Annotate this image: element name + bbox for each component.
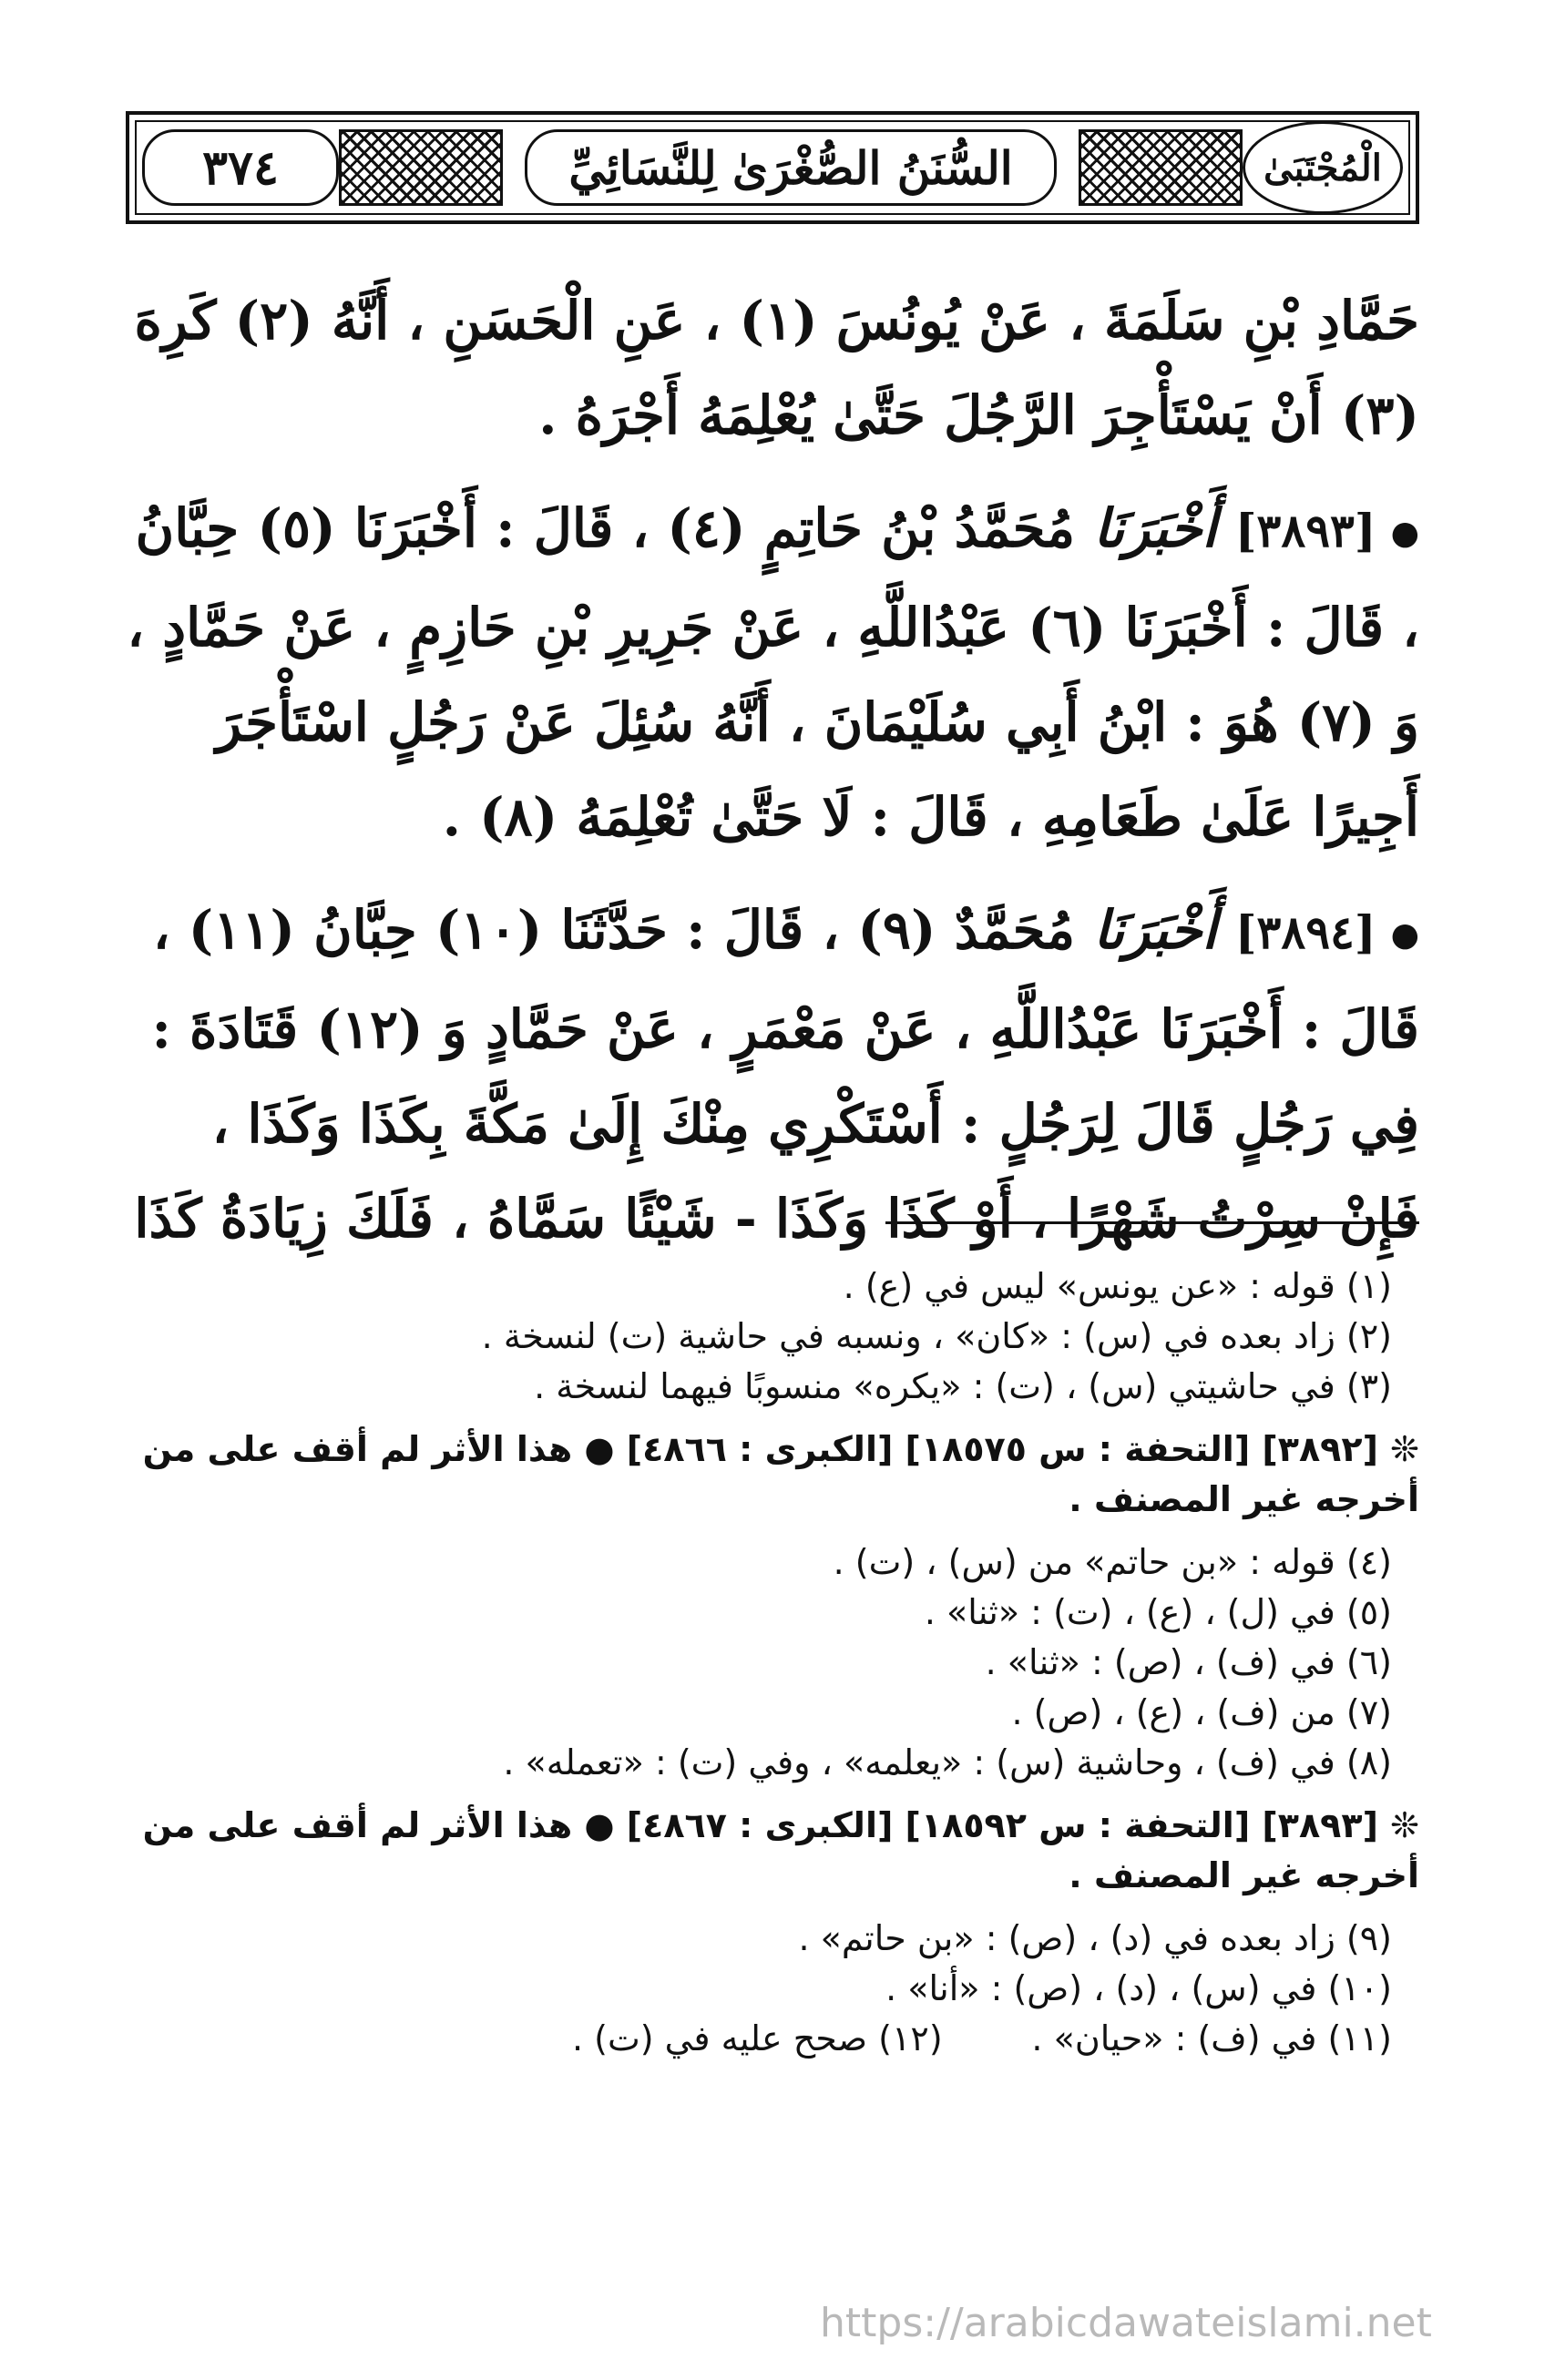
paragraph-continuation: حَمَّادِ بْنِ سَلَمَةَ ، عَنْ يُونُسَ (١) ، عَنِ الْحَسَنِ ، أَنَّهُ (٢) كَرِهَ (٣) أَنْ يَسْتَأْجِرَ الرَّجُلَ حَتَّىٰ يُعْلِمَهُ أَجْرَهُ . (134, 290, 1419, 446)
hadith-lead: أَخْبَرَنَا (1093, 497, 1217, 559)
ornament-left (1079, 129, 1243, 206)
hadith-text: مُحَمَّدُ بْنُ حَاتِمٍ (٤) ، قَالَ : أَخْبَرَنَا (٥) حِبَّانُ ، قَالَ : أَخْبَرَنَا (٦) عَبْدُاللَّهِ ، عَنْ جَرِيرِ بْنِ حَازِمٍ ، عَنْ حَمَّادٍ ، وَ (٧) هُوَ : ابْنُ أَبِي سُلَيْمَانَ ، أَنَّهُ سُئِلَ عَنْ رَجُلٍ اسْتَأْجَرَ أَجِيرًا عَلَىٰ طَعَامِهِ ، قَالَ : لَا حَتَّىٰ تُعْلِمَهُ (٨) . (127, 497, 1419, 848)
footnote-6: (٦) في (ف) ، (ص) : «ثنا» . (985, 1642, 1392, 1682)
footnote-3: (٣) في حاشيتي (س) ، (ت) : «يكره» منسوبًا فيهما لنسخة . (534, 1366, 1392, 1406)
footnote-4: (٤) قوله : «بن حاتم» من (س) ، (ت) . (833, 1542, 1392, 1582)
page-header (126, 111, 1419, 224)
hadith-lead: أَخْبَرَنَا (1093, 899, 1217, 961)
source-note-3893: ❊ [٣٨٩٣] [التحفة : س ١٨٥٩٢] [الكبرى : ٤٨٦٧] ● هذا الأثر لم أقف على من أخرجه غير المصنف . (142, 1805, 1419, 1895)
hadith-number: [٣٨٩٤] (1234, 905, 1376, 959)
hadith-text: مُحَمَّدٌ (٩) ، قَالَ : حَدَّثَنَا (١٠) حِبَّانُ (١١) ، قَالَ : أَخْبَرَنَا عَبْدُاللَّهِ ، عَنْ مَعْمَرٍ ، عَنْ حَمَّادٍ وَ (١٢) قَتَادَةَ : فِي رَجُلٍ قَالَ لِرَجُلٍ : أَسْتَكْرِي مِنْكَ إِلَىٰ مَكَّةَ بِكَذَا وَكَذَا ، فَإِنْ سِرْتُ شَهْرًا ، أَوْ كَذَا وَكَذَا - شَيْئًا سَمَّاهُ ، فَلَكَ زِيَادَةُ كَذَا (134, 899, 1419, 1250)
hadith-3893 (126, 481, 1419, 864)
footnote-divider (885, 1221, 1419, 1224)
footnote-5: (٥) في (ل) ، (ع) ، (ت) : «ثنا» . (924, 1592, 1392, 1632)
watermark-url: https://arabicdawateislami.net (820, 2300, 1432, 2346)
page-number: ٣٧٤ (142, 129, 339, 206)
footnote-9: (٩) زاد بعده في (د) ، (ص) : «بن حاتم» . (798, 1918, 1392, 1958)
footnote-10: (١٠) في (س) ، (د) ، (ص) : «أنا» . (885, 1968, 1392, 2008)
footnote-1: (١) قوله : «عن يونس» ليس في (ع) . (843, 1266, 1392, 1306)
footnote-11: (١١) في (ف) : «حيان» . (1031, 2018, 1392, 2058)
bullet-icon: ● (1390, 514, 1419, 552)
bullet-icon: ● (1390, 915, 1419, 954)
hadith-3894 (126, 883, 1419, 1266)
footnote-7: (٧) من (ف) ، (ع) ، (ص) . (1011, 1692, 1392, 1732)
volume-badge: الْمُجْتَبَىٰ (1243, 121, 1403, 214)
book-title: السُّنَنُ الصُّغْرَىٰ لِلنَّسَائِيِّ (525, 129, 1057, 206)
main-text (126, 273, 1419, 1284)
source-note-3892: ❊ [٣٨٩٢] [التحفة : س ١٨٥٧٥] [الكبرى : ٤٨٦٦] ● هذا الأثر لم أقف على من أخرجه غير المصنف . (142, 1429, 1419, 1519)
footnotes (126, 1262, 1419, 2064)
footnote-row (572, 2014, 1419, 2064)
footnote-12: (١٢) صحح عليه في (ت) . (572, 2018, 943, 2058)
footnote-2: (٢) زاد بعده في (س) : «كان» ، ونسبه في حاشية (ت) لنسخة . (481, 1316, 1392, 1356)
hadith-number: [٣٨٩٣] (1234, 504, 1376, 557)
ornament-right (339, 129, 503, 206)
footnote-8: (٨) في (ف) ، وحاشية (س) : «يعلمه» ، وفي (ت) : «تعمله» . (503, 1742, 1392, 1782)
